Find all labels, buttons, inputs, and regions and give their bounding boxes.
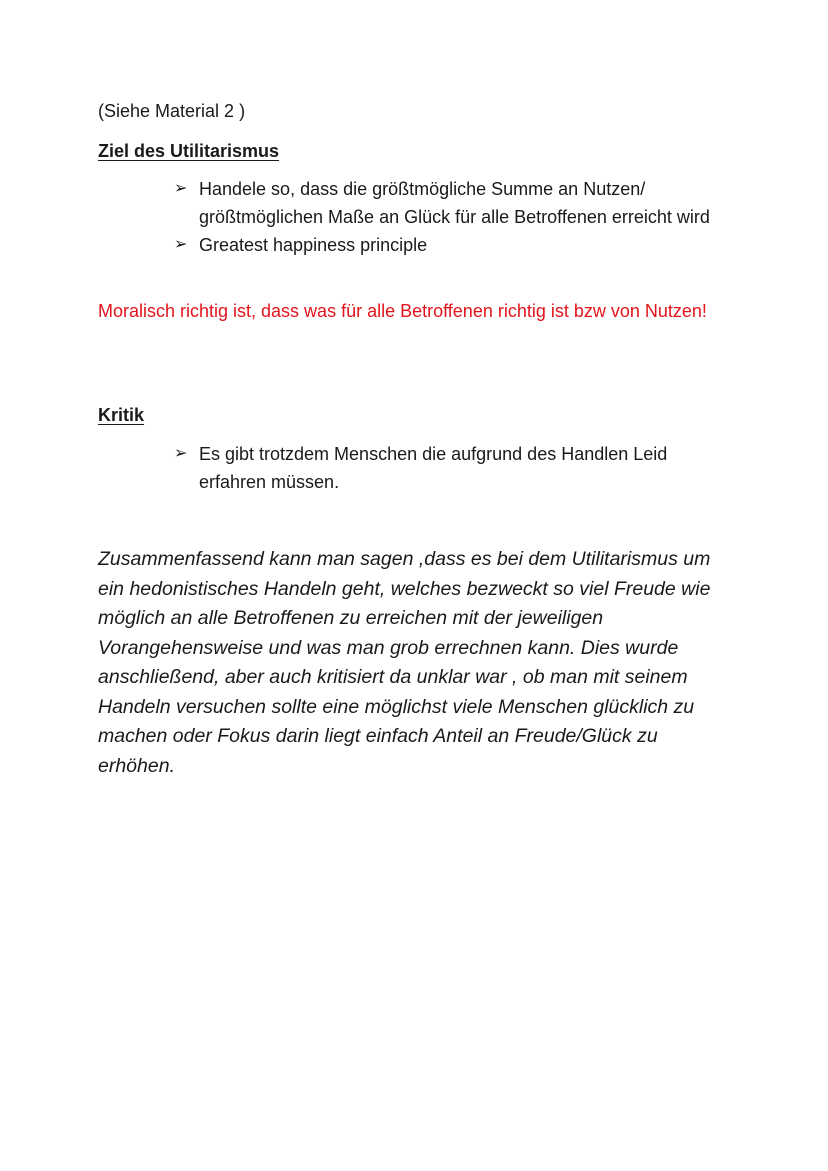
heading-ziel: Ziel des Utilitarismus: [98, 141, 280, 161]
heading-kritik: Kritik: [98, 405, 145, 425]
list-item: [174, 231, 734, 259]
moral-statement: Moralisch richtig ist, dass was für alle Betroffenen richtig ist bzw von Nutzen!: [98, 301, 707, 321]
arrow-bullet-icon: ➢: [174, 180, 188, 197]
list-item: [174, 175, 734, 231]
intro-reference: (Siehe Material 2 ): [98, 101, 246, 121]
list-item: [174, 440, 714, 496]
summary-paragraph: Zusammenfassend kann man sagen ,dass es bei dem Utilitarismus um ein hedonistisches Handeln geht, welches bezweckt so viel Freude wie möglich an alle Betroffenen zu erreichen mit der jeweiligen Vorangehensweise und was man grob errechnen kann. Dies wurde anschließend, aber auch kritisiert da unklar war , ob man mit seinem Handeln versuchen sollte eine möglichst viele Menschen glücklich zu machen oder Fokus darin liegt einfach Anteil an Freude/Glück zu erhöhen.: [98, 548, 711, 777]
bullet-text: Greatest happiness principle: [199, 235, 428, 255]
bullet-list-kritik: [174, 440, 714, 496]
arrow-bullet-icon: ➢: [174, 236, 188, 253]
bullet-list-ziel: [174, 175, 734, 259]
arrow-bullet-icon: ➢: [174, 445, 188, 462]
bullet-text: Handele so, dass die größtmögliche Summe an Nutzen/ größtmöglichen Maße an Glück für alle Betroffenen erreicht wird: [199, 179, 710, 227]
bullet-text: Es gibt trotzdem Menschen die aufgrund des Handlen Leid erfahren müssen.: [199, 444, 668, 492]
